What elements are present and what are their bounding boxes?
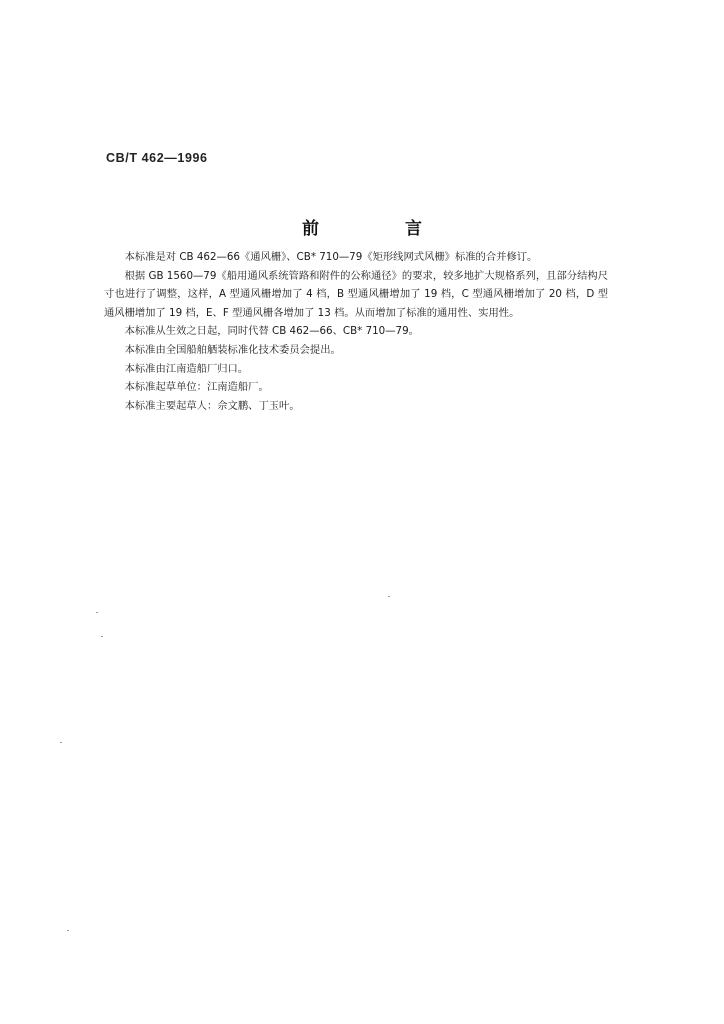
scan-speck [60, 742, 62, 743]
page-heading: 前 言 [302, 219, 462, 239]
foreword-body [104, 248, 608, 415]
paragraph-revision: 本标准是对 CB 462—66《通风栅》、CB* 710—79《矩形线网式风栅》标准的合并修订。 [124, 251, 538, 263]
scan-speck [67, 930, 69, 931]
paragraph-drafting-unit: 本标准起草单位：江南造船厂。 [124, 381, 269, 394]
paragraph-managed-by: 本标准由江南造船厂归口。 [124, 362, 249, 375]
standard-code: CB/T 462—1996 [106, 151, 208, 165]
scan-speck [101, 636, 103, 637]
paragraph-drafters: 本标准主要起草人：佘文鹏、丁玉叶。 [124, 399, 300, 412]
paragraph-effective: 本标准从生效之日起，同时代替 CB 462—66、CB* 710—79。 [124, 325, 419, 338]
scan-speck [388, 596, 390, 597]
paragraph-changes: 根据 GB 1560—79《船用通风系统管路和附件的公称通径》的要求，较多地扩大规格系列，且部分结构尺寸也进行了调整，这样，A 型通风栅增加了 4 档，B 型通风栅增加了 19 档，C 型通风栅增加了 20 档，D 型通风栅增加了 19 档，E、F 型通风栅各增加了 13 档。从而增加了标准的通用性、实用性。 [104, 269, 608, 319]
paragraph-proposed-by: 本标准由全国船舶舾装标准化技术委员会提出。 [124, 343, 341, 356]
scan-speck [96, 612, 98, 613]
